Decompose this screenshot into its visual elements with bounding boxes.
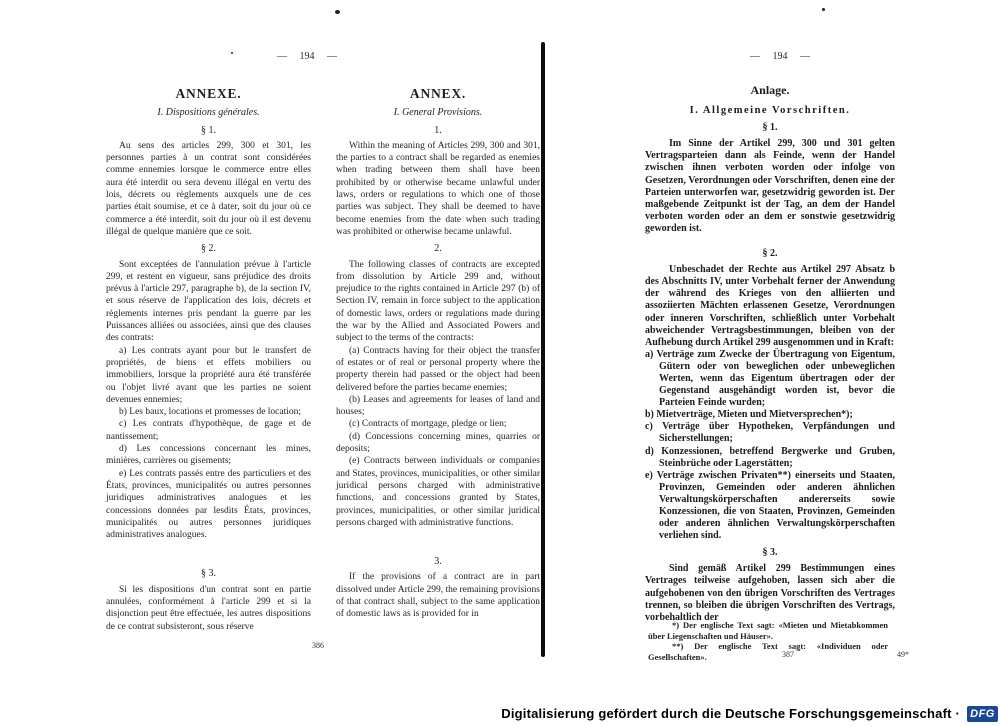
english-section-2-paragraph: The following classes of contracts are excepted from dissolution by Article 299 and, without prejudice to the rights contained in Article 297 (b) of Section IV, remain in force subject to the application of domestic laws, orders or regulations made during the war by the Allied and Associated Powers and subject to the terms of the contracts: <box>336 259 540 344</box>
french-contract-item-a: a) Les contrats ayant pour but le transfert de propriétés, de biens et effets mobiliers ou immobiliers, lorsque la propriété aura été transférée ou l'objet livré avant que les parties ne soient devenues ennemies; <box>106 345 311 405</box>
english-section-3-heading: 3. <box>434 556 442 568</box>
french-section-2-heading: § 2. <box>201 243 216 255</box>
german-section-1-heading: § 1. <box>762 122 778 134</box>
german-section-1-paragraph: Im Sinne der Artikel 299, 300 und 301 gelten Vertragsparteien dann als Feinde, wenn der Handel zwischen ihnen verboten worden oder infolge von Gesetzen, Verordnungen oder Vorschriften, denen eine der Parteien unterworfen war, gesetzwidrig geworden ist. Der maßgebende Zeitpunkt ist der Tag, an dem der Handel verboten worden oder an dem er sonstwie gesetzwidrig geworden ist. <box>645 138 895 234</box>
french-contract-item-b: b) Les baux, locations et promesses de location; <box>119 407 302 418</box>
english-section-1-paragraph: Within the meaning of Articles 299, 300 and 301, the parties to a contract shall be regarded as enemies when trading between them shall have been prohibited by or otherwise became unlawful under laws, orders or regulations to which one of those parties was subject. They shall be deemed to have become enemies from the date when such trading was prohibited or otherwise became unlawful. <box>336 140 540 237</box>
german-contract-item-c: c) Verträge über Hypotheken, Verpfändungen und Sicherstellungen; <box>645 421 895 445</box>
footnote-2: **) Der englische Text sagt: «Individuen oder Gesellschaften». <box>648 641 888 662</box>
german-section-3-paragraph: Sind gemäß Artikel 299 Bestimmungen eines Vertrages teilweise aufgehoben, lassen sich aber die aufgehobenen von den übrigen Vorschriften des Vertrages trennen, so bleiben die übrigen Vorschriften des Vertrags, vorbehaltlich der <box>645 563 895 623</box>
german-annex-title: Anlage. <box>750 83 790 97</box>
digitization-credit-banner <box>491 700 1000 727</box>
english-contract-item-d: (d) Concessions concerning mines, quarries or deposits; <box>336 431 540 455</box>
french-section-3-paragraph: Si les dispositions d'un contrat sont en partie annulées, conformément à l'article 299 et si la disjonction peut être effectuée, les autres dispositions de ce contrat subsisteront, sous réserve <box>106 584 311 632</box>
french-annex-subtitle: I. Dispositions générales. <box>157 107 260 119</box>
english-annex-subtitle: I. General Provisions. <box>393 107 483 119</box>
german-contract-item-e: e) Verträge zwischen Privaten**) einerseits und Staaten, Provinzen, Gemeinden oder anderen ähnlichen Verwaltungskörperschaften andererseits sowie Konzessionen, die von Staaten, Provinzen, Gemeinden oder anderen ähnlichen Verwaltungskörperschaften verliehen sind. <box>645 469 895 542</box>
book-fold-line <box>541 42 545 657</box>
dfg-logo: DFG <box>967 706 998 722</box>
french-section-1-paragraph: Au sens des articles 299, 300 et 301, les personnes parties à un contrat sont considérées comme ennemies lorsque le commerce entre elles aura été interdit ou sera devenu illégal en vertu des lois, décrets ou règlements auxquels une de ces parties était soumise, et ce à dater, soit du jour où ce commerce a été interdit, soit du jour où il est devenu illégal de quelque manière que ce soit. <box>106 140 311 237</box>
french-column <box>106 88 311 633</box>
scan-speck <box>822 8 825 11</box>
german-footnotes <box>648 620 888 662</box>
footnote-1: *) Der englische Text sagt: «Mieten und Mietabkommen über Liegenschaften und Häuser». <box>648 620 888 641</box>
right-page-footer-number: 387 <box>782 650 794 659</box>
english-contract-item-a: (a) Contracts having for their object the transfer of estates or of real or personal property where the property therein had passed or the object had been delivered before the parties became enemies; <box>336 345 540 393</box>
left-page-number-header: — 194 — <box>277 51 337 62</box>
french-annex-title: ANNEXE. <box>175 86 242 101</box>
english-section-1-heading: 1. <box>434 124 442 136</box>
banner-credit-text: Digitalisierung gefördert durch die Deutsche Forschungsgemeinschaft · <box>501 706 960 721</box>
english-contract-item-b: (b) Leases and agreements for leases of land and houses; <box>336 394 540 418</box>
left-page-footer-number: 386 <box>312 641 324 650</box>
french-contract-item-d: d) Les concessions concernant les mines, minières, carrières ou gisements; <box>106 444 311 467</box>
english-section-2-heading: 2. <box>434 243 442 255</box>
french-section-2-paragraph: Sont exceptées de l'annulation prévue à l'article 299, et restent en vigueur, sans préjudice des droits prévus à l'article 297, paragraphe b), de la section IV, et sous réserve de l'application des lois, décrets et règlements internes pris pendant la guerre par les Puissances alliées ou associées, ainsi que des clauses des contrats: <box>106 259 311 344</box>
english-column <box>336 88 540 621</box>
english-section-3-paragraph: If the provisions of a contract are in part dissolved under Article 299, the remaining provisions of that contract shall, subject to the same application of domestic laws as is provided for in <box>336 572 540 620</box>
right-page-signature-mark: 49* <box>897 650 909 659</box>
german-contract-item-a: a) Verträge zum Zwecke der Übertragung von Eigentum, Gütern oder von beweglichen oder unbeweglichen Werten, wenn das Eigentum übertragen oder der Gegenstand ausgehändigt worden ist, bevor die Parteien Feinde wurden; <box>645 348 895 409</box>
french-contract-item-e: e) Les contrats passés entre des particuliers et des États, provinces, municipalités ou autres personnes juridiques administratives analogues et les concessions données par lesdits États, provinces, municipalités ou autres personnes juridiques administratives analogues. <box>106 468 311 541</box>
german-section-2-heading: § 2. <box>762 248 778 260</box>
german-annex-subtitle: I. Allgemeine Vorschriften. <box>689 105 851 117</box>
english-contract-item-e: (e) Contracts between individuals or companies and States, provinces, municipalities, or other similar juridical persons charged with administrative functions, and concessions granted by States, provinces, municipalities, or other similar juridical persons charged with administrative functions. <box>336 456 540 528</box>
right-page-number-header: — 194 — <box>750 51 810 62</box>
german-contract-item-b: b) Mietverträge, Mieten und Mietversprechen*); <box>645 409 853 421</box>
german-column <box>645 84 895 624</box>
french-contract-item-c: c) Les contrats d'hypothèque, de gage et de nantissement; <box>106 419 311 442</box>
french-section-1-heading: § 1. <box>201 124 216 136</box>
german-contract-item-d: d) Konzessionen, betreffend Bergwerke und Gruben, Steinbrüche oder Lagerstätten; <box>645 445 895 469</box>
french-section-3-heading: § 3. <box>201 568 216 580</box>
german-section-2-paragraph: Unbeschadet der Rechte aus Artikel 297 Absatz b des Abschnitts IV, unter Vorbehalt ferner der Anwendung der während des Krieges von den alliierten und assoziierten Mächten erlassenen Gesetze, Verordnungen oder inneren Vorschriften, schließlich unter Vorbehalt abweichender Vertragsbestimmungen, bleiben von der Aufhebung durch Artikel 299 ausgenommen und in Kraft: <box>645 264 895 348</box>
scan-speck <box>335 10 340 14</box>
english-contract-item-c: (c) Contracts of mortgage, pledge or lien; <box>349 419 507 430</box>
english-annex-title: ANNEX. <box>409 86 467 101</box>
german-section-3-heading: § 3. <box>762 547 778 559</box>
